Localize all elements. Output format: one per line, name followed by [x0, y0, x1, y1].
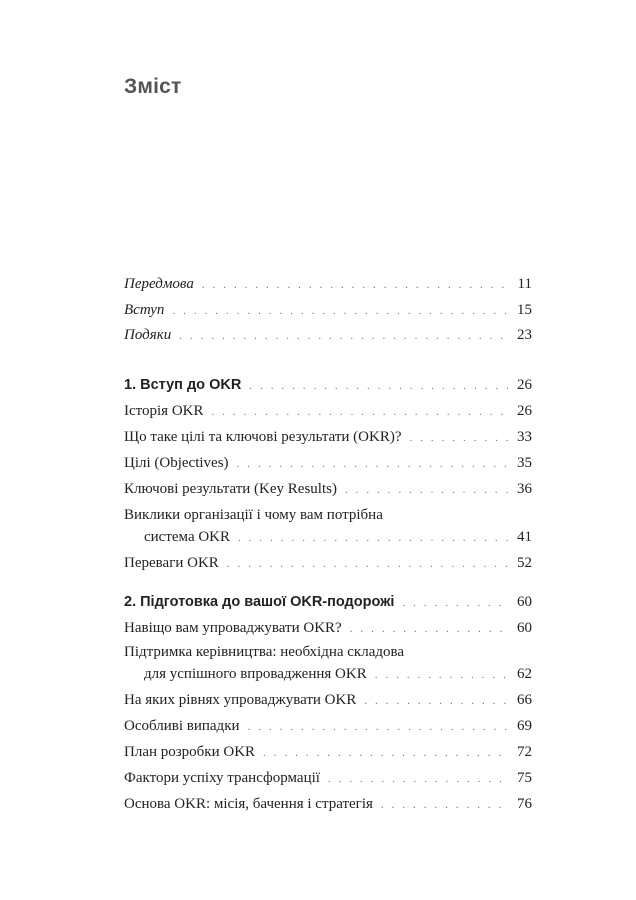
section-page: 36 [517, 481, 532, 497]
section-page: 72 [517, 744, 532, 760]
section-label: Ключові результати (Key Results) [124, 481, 337, 497]
toc-entry-label: Вступ [124, 302, 165, 318]
chapter-number: 2. [124, 594, 137, 610]
chapter-page: 26 [517, 377, 532, 393]
leader-dots [237, 454, 509, 474]
page-title: Зміст [124, 75, 182, 98]
leader-dots [410, 428, 510, 448]
section-page: 35 [517, 455, 532, 471]
section-page: 41 [517, 529, 532, 545]
section-label: Історія OKR [124, 403, 204, 419]
section-entry [124, 401, 532, 422]
section-label: План розробки OKR [124, 744, 256, 760]
section-page: 75 [517, 770, 532, 786]
section-label: Цілі (Objectives) [124, 455, 229, 471]
section-entry [124, 618, 532, 639]
section-entry [124, 453, 532, 474]
section-entry [124, 716, 532, 737]
section-label: Основа OKR: місія, бачення і стратегія [124, 796, 373, 812]
chapter-title: Підготовка до вашої OKR-подорожі [140, 594, 395, 610]
toc-entry [124, 300, 532, 321]
section-page: 52 [517, 555, 532, 571]
leader-dots [172, 301, 509, 321]
section-entry [124, 479, 532, 500]
section-label: Особливі випадки [124, 718, 240, 734]
leader-dots [350, 619, 509, 639]
chapter-entry [124, 592, 532, 613]
toc-entry-label: Подяки [124, 327, 172, 343]
toc-entry-page: 11 [517, 276, 532, 292]
chapter-title: Вступ до OKR [140, 377, 242, 393]
section-label: для успішного впровадження OKR [144, 666, 367, 682]
chapter-page: 60 [517, 594, 532, 610]
section-entry [124, 427, 532, 448]
section-label: На яких рівнях упроваджувати OKR [124, 692, 357, 708]
chapter-number: 1. [124, 377, 137, 393]
section-entry [124, 690, 532, 711]
section-label: Фактори успіху трансформації [124, 770, 320, 786]
section-entry [124, 768, 532, 789]
section-page: 66 [517, 692, 532, 708]
section-page: 76 [517, 796, 532, 812]
leader-dots [375, 665, 509, 685]
section-page: 26 [517, 403, 532, 419]
section-page: 62 [517, 666, 532, 682]
section-label: Переваги OKR [124, 555, 219, 571]
chapter-entry [124, 375, 532, 396]
section-label-line1: Виклики організації і чому вам потрібна [124, 507, 383, 523]
section-label: Що таке цілі та ключові результати (OKR)? [124, 429, 402, 445]
toc-entry-page: 15 [517, 302, 532, 318]
section-page: 33 [517, 429, 532, 445]
leader-dots [238, 528, 509, 548]
leader-dots [263, 743, 509, 763]
leader-dots [249, 376, 509, 396]
section-page: 69 [517, 718, 532, 734]
section-page: 60 [517, 620, 532, 636]
section-entry [144, 527, 532, 548]
leader-dots [212, 402, 510, 422]
toc-entry [124, 325, 532, 346]
toc-entry [124, 274, 532, 295]
leader-dots [345, 480, 509, 500]
toc-entry-page: 23 [517, 327, 532, 343]
leader-dots [179, 326, 509, 346]
leader-dots [402, 593, 509, 613]
leader-dots [328, 769, 509, 789]
section-label: система OKR [144, 529, 231, 545]
section-entry [124, 742, 532, 763]
leader-dots [227, 554, 509, 574]
section-entry [144, 664, 532, 685]
leader-dots [202, 275, 510, 295]
toc-entry-label: Передмова [124, 276, 194, 292]
section-label-line1: Підтримка керівництва: необхідна складова [124, 644, 405, 660]
leader-dots [248, 717, 509, 737]
leader-dots [381, 795, 509, 815]
section-label: Навіщо вам упроваджувати OKR? [124, 620, 342, 636]
section-entry [124, 794, 532, 815]
section-entry [124, 553, 532, 574]
leader-dots [364, 691, 509, 711]
